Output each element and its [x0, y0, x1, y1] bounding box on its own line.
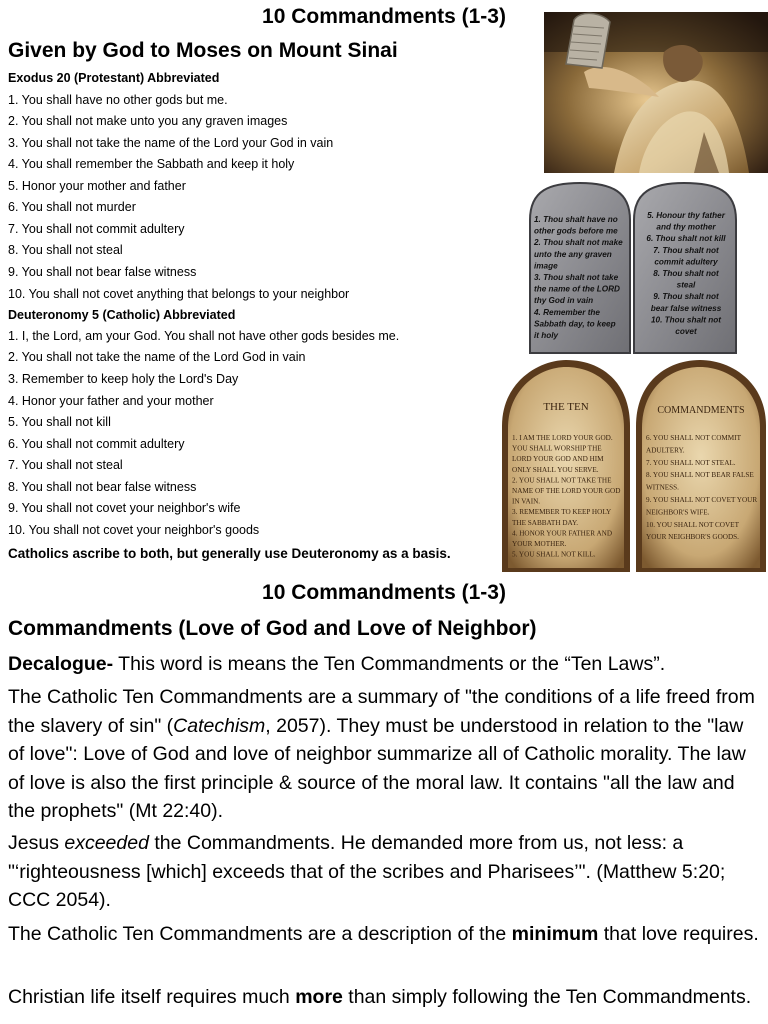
tablet-line: 1. Thou shalt have no [534, 215, 618, 224]
list-item: 6. You shall not murder [8, 200, 136, 214]
summary-paragraph [8, 683, 760, 826]
stone-tablet-left-text [533, 215, 623, 340]
list-item: 6. You shall not commit adultery [8, 437, 185, 451]
minimum-text-a: The Catholic Ten Commandments are a description of the [8, 923, 512, 945]
tablet-line: 10. Thou shalt not [650, 315, 722, 325]
stone-tablet-image [528, 180, 740, 355]
exodus-heading: Exodus 20 (Protestant) Abbreviated [8, 71, 220, 85]
tablet-line: IN VAIN. [512, 497, 541, 506]
tablet-line: image [534, 261, 558, 271]
list-item: 3. Remember to keep holy the Lord's Day [8, 372, 239, 386]
list-item: 10. You shall not covet your neighbor's goods [8, 523, 260, 537]
tablet-line: 3. REMEMBER TO KEEP HOLY [512, 508, 612, 517]
tablet-line: ADULTERY. [646, 446, 685, 455]
tablet-line: 4. Remember the [534, 307, 600, 317]
tablet-line: 6. YOU SHALL NOT COMMIT [646, 434, 741, 442]
list-item: 2. You shall not make unto you any graven images [8, 114, 288, 128]
summary-text-a: The Catholic Ten Commandments are a summary of "the conditions of a life freed from the slavery of sin" ( [8, 686, 755, 737]
tablet-line: 1. I AM THE LORD YOUR GOD. [512, 434, 613, 442]
top-subtitle: Given by God to Moses on Mount Sinai [8, 39, 398, 62]
top-title: 10 Commandments (1-3) [262, 5, 506, 28]
wood-right-title: COMMANDMENTS [657, 405, 745, 416]
tablet-line: 4. HONOR YOUR FATHER AND [512, 529, 613, 538]
tablet-line: commit adultery [654, 257, 718, 267]
tablet-line: YOUR NEIGHBOR'S GOODS. [646, 533, 739, 542]
tablet-line: 3. Thou shalt not take [534, 273, 619, 282]
list-item: 5. You shall not kill [8, 415, 111, 429]
minimum-word: minimum [511, 923, 599, 945]
catechism-citation: Catechism [173, 714, 266, 737]
list-item: 4. You shall remember the Sabbath and keep it holy [8, 157, 295, 171]
decalogue-definition: This word is means the Ten Commandments or the “Ten Laws”. [113, 653, 666, 675]
list-item: 3. You shall not take the name of the Lord your God in vain [8, 136, 334, 150]
tablet-line: ONLY SHALL YOU SERVE. [512, 465, 599, 474]
list-item: 7. You shall not steal [8, 458, 123, 472]
tablet-line: bear false witness [650, 303, 722, 313]
tablet-line: other gods before me [534, 226, 618, 236]
tablet-line: steal [676, 280, 696, 290]
list-item: 5. Honor your mother and father [8, 179, 186, 193]
tablet-line: thy God in vain [534, 296, 594, 306]
tablet-line: YOU SHALL WORSHIP THE [512, 444, 602, 453]
tablet-line: 5. Honour thy father [647, 211, 725, 220]
tablet-line: THE SABBATH DAY. [512, 518, 579, 527]
summary-text-b: , 2057). They must be understood in relation to the "law of love": Love of God and love of neighbor summarize all of Catholic morality. The law of love is also the first principle & source of the moral law. It contains "all the law and the prophets" (Mt 22:40). [8, 714, 746, 822]
list-item: 1. You shall have no other gods but me. [8, 93, 228, 107]
list-item: 7. You shall not commit adultery [8, 222, 185, 236]
more-text-c: than simply following the Ten Commandments. [342, 986, 752, 1008]
list-item: 2. You shall not take the name of the Lord God in vain [8, 350, 306, 364]
exceeded-word: exceeded [64, 832, 149, 854]
tablet-line: 6. Thou shalt not kill [646, 234, 726, 244]
decalogue-term: Decalogue- [8, 653, 114, 675]
tablet-line: 10. YOU SHALL NOT COVET [646, 520, 739, 529]
bottom-subtitle: Commandments (Love of God and Love of Neighbor) [8, 617, 537, 640]
tablet-line: 8. YOU SHALL NOT BEAR FALSE [646, 471, 754, 480]
jesus-text-a: Jesus [8, 832, 65, 854]
bottom-title: 10 Commandments (1-3) [262, 581, 506, 604]
more-text-a: Christian life itself requires much [8, 986, 296, 1008]
jesus-text-b: the Commandments. He demanded more from us, not less: a "‘righteousness [which] exceeds that of the scribes and Pharisees’". (Matthew 5:20; CCC 2054). [8, 832, 726, 911]
catholic-note: Catholics ascribe to both, but generally use Deuteronomy as a basis. [8, 546, 451, 561]
tablet-line: WITNESS. [646, 483, 679, 492]
tablet-line: YOUR MOTHER. [512, 540, 567, 548]
tablet-line: the name of the LORD [534, 284, 620, 294]
tablet-line: LORD YOUR GOD AND HIM [512, 455, 604, 464]
list-item: 4. Honor your father and your mother [8, 394, 214, 408]
more-paragraph [8, 983, 760, 1012]
list-item: 1. I, the Lord, am your God. You shall not have other gods besides me. [8, 329, 400, 343]
minimum-paragraph [8, 920, 760, 949]
tablet-line: 9. Thou shalt not [653, 292, 719, 302]
tablet-line: NEIGHBOR'S WIFE. [646, 508, 710, 517]
tablet-line: 9. YOU SHALL NOT COVET YOUR [646, 496, 758, 504]
tablet-line: and thy mother [656, 222, 716, 232]
decalogue-paragraph [8, 650, 764, 679]
tablet-line: NAME OF THE LORD YOUR GOD [512, 487, 621, 495]
tablet-line: 7. YOU SHALL NOT STEAL. [646, 458, 736, 467]
list-item: 10. You shall not covet anything that belongs to your neighbor [8, 287, 350, 301]
tablet-line: Sabbath day, to keep [534, 319, 616, 329]
wood-tablet-image [500, 356, 768, 574]
list-item: 8. You shall not steal [8, 243, 123, 257]
tablet-line: 8. Thou shalt not [653, 269, 719, 278]
deut-heading: Deuteronomy 5 (Catholic) Abbreviated [8, 308, 236, 322]
list-item: 9. You shall not covet your neighbor's wife [8, 501, 241, 515]
tablet-line: 7. Thou shalt not [653, 245, 719, 255]
list-item: 9. You shall not bear false witness [8, 265, 197, 279]
tablet-line: covet [675, 327, 697, 336]
stone-tablet-right-text [646, 211, 726, 336]
tablet-line: 2. YOU SHALL NOT TAKE THE [512, 476, 612, 485]
tablet-line: it holy [534, 331, 559, 340]
moses-painting [544, 12, 768, 173]
tablet-line: unto the any graven [534, 249, 612, 259]
more-word: more [295, 986, 343, 1008]
jesus-paragraph [8, 829, 760, 915]
wood-left-title: THE TEN [543, 401, 589, 413]
tablet-line: 2. Thou shalt not make [534, 238, 623, 248]
minimum-text-c: that love requires. [598, 923, 759, 945]
tablet-line: 5. YOU SHALL NOT KILL. [512, 550, 596, 559]
list-item: 8. You shall not bear false witness [8, 480, 197, 494]
